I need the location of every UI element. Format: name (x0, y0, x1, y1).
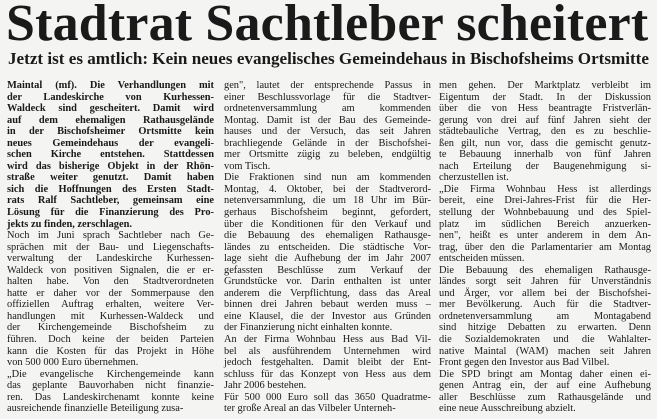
text-line: das geplante Bauvorhaben nicht finanzie- (7, 380, 214, 392)
text-line: Die Fraktionen sind nun am kommenden (224, 172, 431, 184)
text-line: städtebauliche Vertrag, den es zu beschlie- (439, 126, 651, 138)
text-line: mer Bevölkerung. Auch für die Stadtver- (439, 299, 651, 311)
text-line: rats Ralf Sachtleber, gemeinsam eine (7, 195, 214, 207)
text-line: ländes sorgt seit Jahren für Unverständnis (439, 276, 651, 288)
text-line: men gehen. Der Marktplatz verbleibt im (439, 80, 651, 91)
text-line: gerung von drei auf fünf Jahren sieht der (439, 114, 651, 126)
text-line: Jahr 2006 bestehen. (224, 380, 307, 392)
text-line: ausreichende finanzielle Beteiligung zusa- (7, 403, 184, 415)
text-line: nach Erteilung der Baugenehmigung si- (439, 160, 651, 172)
text-line: platz im südlichen Bereich anzuerken- (439, 218, 651, 230)
body-text (224, 80, 431, 415)
text-line: Waldeck sind gescheitert. Damit wird (7, 103, 214, 115)
subheadline: Jetzt ist es amtlich: Kein neues evangelisches Gemeindehaus in Bischofsheims Ortsmitte (8, 49, 649, 68)
column-2 (224, 80, 431, 415)
body-text (7, 230, 214, 415)
text-line: Grundstücke vor. Darin enthalten ist unter (224, 276, 431, 288)
text-line: Die Bebauung des ehemaligen Rathausge- (439, 264, 651, 276)
lead-paragraph (7, 80, 214, 230)
text-line: native Maintal (WAM) machen seit Jahren (439, 345, 651, 357)
text-line: ordnetenversammlung am kommenden (224, 103, 431, 115)
text-line: schluss für das Konzept von Hess aus dem (224, 368, 431, 380)
text-line: bereit, eine Drei-Jahres-Frist für die Her- (439, 195, 651, 207)
text-line: die Sozialdemokraten und die Wahlalter- (439, 334, 651, 346)
text-line: anderem die Verpflichtung, dass das Areal (224, 287, 431, 299)
text-line: und Ärger, vor allem bei der Bischofshei- (439, 287, 651, 299)
text-line: kann die Kosten für das Projekt in Höhe (7, 345, 214, 357)
text-line: der Kirchengemeinde Bischofsheim zu (7, 322, 214, 334)
text-line: gen", lautet der entsprechende Passus in (224, 80, 431, 91)
text-line: bel als ausführendem Unternehmen wird (224, 345, 431, 357)
text-line: Die SPD bringt am Montag daher einen ei- (439, 368, 651, 380)
text-line: ter große Areal an das Vilbeler Unterneh- (224, 403, 396, 415)
text-line: die Bebauung des ehemaligen Rathausge- (224, 230, 431, 242)
text-line: entscheiden müssen. (439, 253, 525, 265)
text-line: mer Ortsmitte zügig zu beleben, endgültig (224, 149, 431, 161)
text-line: aller Beschlüsse zum Rathausgelände und (439, 391, 651, 403)
text-line: trag, über den die Parlamentarier am Montag (439, 241, 651, 253)
text-line: An der Firma Wohnbau Hess aus Bad Vil- (224, 334, 431, 346)
text-line: ordnetenversammlung am Montagabend (439, 310, 651, 322)
text-line: Montag, 4. Oktober, bei der Stadtverord- (224, 183, 431, 195)
text-line: Eigentum der Stadt. In der Diskussion (439, 91, 651, 103)
text-line: vom Tisch. (224, 160, 271, 172)
text-line: Front gegen den Investor aus Bad Vilbel. (439, 357, 610, 369)
column-3 (439, 80, 651, 415)
headline: Stadtrat Sachtleber scheitert (6, 0, 649, 52)
text-line: binnen drei Jahren bebaut werden muss – (224, 299, 431, 311)
text-line: hatte er daher vor der Sommerpause den (7, 287, 214, 299)
text-line: ren. Das Landeskirchenamt konnte keine (7, 391, 214, 403)
text-line: lage sieht die Aufhebung der im Jahr 2007 (224, 253, 431, 265)
text-line: sprächen mit der Bau- und Liegenschafts- (7, 241, 214, 253)
text-line: netenversammlung, die um 18 Uhr im Bür- (224, 195, 431, 207)
text-line: „Die Firma Wohnbau Hess ist allerdings (439, 183, 651, 195)
text-line: ßen gilt, nun vor, dass die gemischt genutz- (439, 137, 651, 149)
text-line: sind hitzige Debatten zu erwarten. Denn (439, 322, 651, 334)
text-line: gefassten Beschlüsse zum Verkauf der (224, 264, 431, 276)
text-line: auf dem ehemaligen Rathausgelände (7, 114, 214, 126)
text-line: sich die Hoffnungen des Ersten Stadt- (7, 183, 214, 195)
text-line: genen Antrag ein, der auf eine Aufhebung (439, 380, 651, 392)
text-line: einer Beschlussvorlage für die Stadtver- (224, 91, 431, 103)
text-line: neues Gemeindehaus der evangeli- (7, 137, 214, 149)
text-line: te Bebauung innerhalb von fünf Jahren (439, 149, 651, 161)
text-line: in der Bischofsheimer Ortsmitte kein (7, 126, 214, 138)
text-line: halten habe. Von den Stadtverordneten (7, 276, 214, 288)
text-line: Waldeck von positiven Signalen, die er er- (7, 264, 214, 276)
text-line: über die Konditionen für den Verkauf und (224, 218, 431, 230)
text-line: stellung der Wohnbebauung und des Spiel- (439, 207, 651, 219)
text-line: Für 500 000 Euro soll das 3650 Quadratme- (224, 391, 431, 403)
text-line: eine Klausel, die der Investor aus Gründen (224, 310, 431, 322)
text-line: der Landeskirche von Kurhessen- (7, 91, 214, 103)
text-line: Montag. Damit ist der Bau des Gemeinde- (224, 114, 431, 126)
text-line: hauses und der Versuch, das seit Jahren (224, 126, 431, 138)
text-line: der Finanzierung nicht einhalten konnte. (224, 322, 393, 334)
text-line: über die von Hess beantragte Fristverlän- (439, 103, 651, 115)
text-line: handlungen mit Kurhessen-Waldeck und (7, 310, 214, 322)
text-line: Maintal (mf). Die Verhandlungen mit (7, 80, 214, 91)
text-line: wird das bisherige Objekt in der Rhön- (7, 160, 214, 172)
text-line: gerhaus Bischofsheim beginnt, gefordert, (224, 207, 431, 219)
text-line: von 500 000 Euro übernehmen. (7, 357, 139, 369)
text-line: jedoch festgehalten. Damit bleibt der Ent- (224, 357, 431, 369)
text-line: eine neue Ausschreibung abzielt. (439, 403, 576, 415)
body-text (439, 80, 651, 415)
text-line: verwaltung der Landeskirche Kurhessen- (7, 253, 214, 265)
text-line: offiziellen Auftrag erhalten, weitere Ver- (7, 299, 214, 311)
text-line: jekts zu finden, zerschlagen. (7, 218, 132, 230)
text-line: brachliegende Gelände in der Bischofshei- (224, 137, 431, 149)
text-line: führen. Doch keine der beiden Parteien (7, 334, 214, 346)
column-1 (7, 80, 214, 415)
text-line: Lösung für die Finanzierung des Pro- (7, 207, 214, 219)
text-line: „Die evangelische Kirchengemeinde kann (7, 368, 214, 380)
text-line: straße weiter genutzt. Damit haben (7, 172, 214, 184)
text-line: ländes zu entscheiden. Die städtische Vor- (224, 241, 431, 253)
text-line: Noch im Juni sprach Sachtleber nach Ge- (7, 230, 214, 242)
text-line: schen Kirche entstehen. Stattdessen (7, 149, 214, 161)
text-line: cherzustellen ist. (439, 172, 509, 184)
text-line: nen", heißt es unter anderem in dem An- (439, 230, 651, 242)
